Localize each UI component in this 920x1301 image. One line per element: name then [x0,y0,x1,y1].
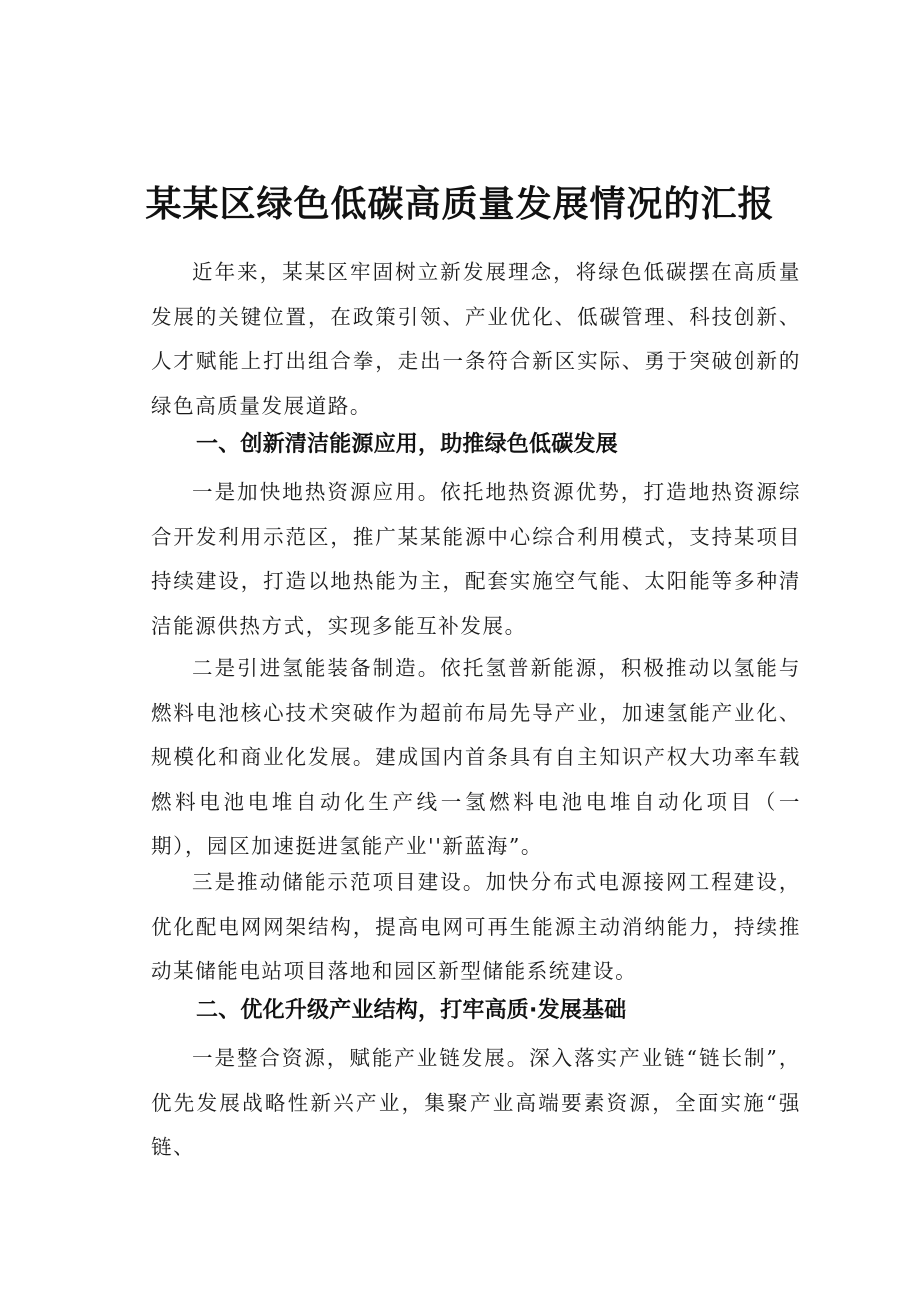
document-title: 某某区绿色低碳高质量发展情况的汇报 [145,183,775,226]
section-1-paragraph-storage: 三是推动储能示范项目建设。加快分布式电源接网工程建设，优化配电网网架结构，提高电网可再生能源主动消纳能力，持续推动某储能电站项目落地和园区新型储能系统建设。 [151,870,801,983]
section-1-paragraph-hydrogen: 二是引进氢能装备制造。依托氢普新能源，积极推动以氢能与燃料电池核心技术突破作为超前布局先导产业，加速氢能产业化、规模化和商业化发展。建成国内首条具有自主知识产权大功率车载燃料电池电堆自动化生产线一氢燃料电池电堆自动化项目（一期），园区加速挺进氢能产业''新蓝海”。 [151,656,801,858]
section-heading-2: 二、优化升级产业结构，打牢高质·发展基础 [196,998,627,1023]
section-1-paragraph-geothermal: 一是加快地热资源应用。依托地热资源优势，打造地热资源综合开发利用示范区，推广某某能源中心综合利用模式，支持某项目持续建设，打造以地热能为主，配套实施空气能、太阳能等多种清洁能源供热方式，实现多能互补发展。 [151,480,801,638]
section-2-paragraph-resources: 一是整合资源，赋能产业链发展。深入落实产业链“链长制”，优先发展战略性新兴产业，集聚产业高端要素资源，全面实施“强链、 [151,1046,801,1159]
intro-paragraph: 近年来，某某区牢固树立新发展理念，将绿色低碳摆在高质量发展的关键位置，在政策引领、产业优化、低碳管理、科技创新、人才赋能上打出组合拳，走出一条符合新区实际、勇于突破创新的绿色高质量发展道路。 [151,260,801,418]
section-heading-1: 一、创新清洁能源应用，助推绿色低碳发展 [196,432,618,457]
